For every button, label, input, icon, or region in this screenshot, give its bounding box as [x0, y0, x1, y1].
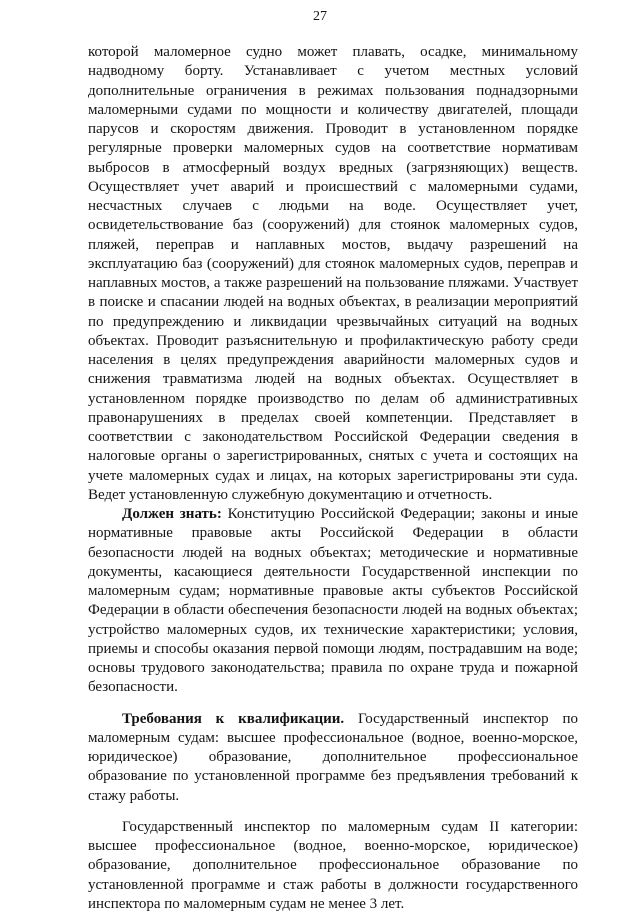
knowledge-text: Конституцию Российской Федерации; законы и иные нормативные правовые акты Российской Федерации в области безопасности людей на водных объектах; методические и нормативные документы, касающиеся деятельности Государственной инспекции по маломерным судам; нормативные правовые акты субъектов Российской Федерации в области обеспечения безопасности людей на водных объектах; устройство маломерных судов, их технические характеристики; условия, приемы и способы оказания первой помощи людям, пострадавшим на воде; основы трудового законодательства; правила по охране труда и пожарной безопасности. [88, 506, 578, 696]
qualification-heading: Требования к квалификации. [122, 710, 345, 727]
document-body [88, 43, 578, 914]
knowledge-heading: Должен знать: [122, 506, 222, 522]
paragraph-knowledge [88, 505, 578, 698]
qualification-text: Государственный инспектор по маломерным судам: высшее профессиональное (водное, военно-морское, юридическое) образование, дополнительное профессиональное образование по установленной программе без предъявления требований к стажу работы. [88, 710, 578, 804]
page-number: 27 [313, 9, 327, 24]
paragraph-category-2: Государственный инспектор по маломерным судам II категории: высшее профессиональное (водное, военно-морское, юридическое) образование, дополнительное профессиональное образование по установленной программе и стаж работы в должности государственного инспектора по маломерным судам не менее 3 лет. [88, 818, 578, 912]
paragraph-duties-continued: которой маломерное судно может плавать, осадке, минимальному надводному борту. Устанавливает с учетом местных условий дополнительные ограничения в режимах пользования поднадзорными маломерными судами по мощности и количеству двигателей, площади парусов и скоростям движения. Проводит в установленном порядке регулярные проверки маломерных судов на соответствие нормативам выбросов в атмосферный воздух вредных (загрязняющих) веществ. Осуществляет учет аварий и происшествий с маломерными судами, несчастных случаев с людьми на воде. Осуществляет учет, освидетельствование баз (сооружений) для стоянок маломерных судов, пляжей, переправ и наплавных мостов, выдачу разрешений на эксплуатацию баз (сооружений) для стоянок маломерных судов, переправ и наплавных мостов, а также разрешений на пользование пляжами. Участвует в поиске и спасании людей на водных объектах, в реализации мероприятий по предупреждению и ликвидации чрезвычайных ситуаций на водных объектах. Проводит разъяснительную и профилактическую работу среди населения в целях предупреждения аварийности маломерных судов и снижения травматизма людей на водных объектах. Осуществляет в установленном порядке производство по делам об административных правонарушениях в пределах своей компетенции. Представляет в соответствии с законодательством Российской Федерации сведения в налоговые органы о зарегистрированных, снятых с учета и состоящих на учете маломерных судах и лицах, на которых зарегистрированы эти суда. Ведет установленную служебную документацию и отчетность. [88, 44, 578, 503]
paragraph-qualification [88, 710, 578, 806]
